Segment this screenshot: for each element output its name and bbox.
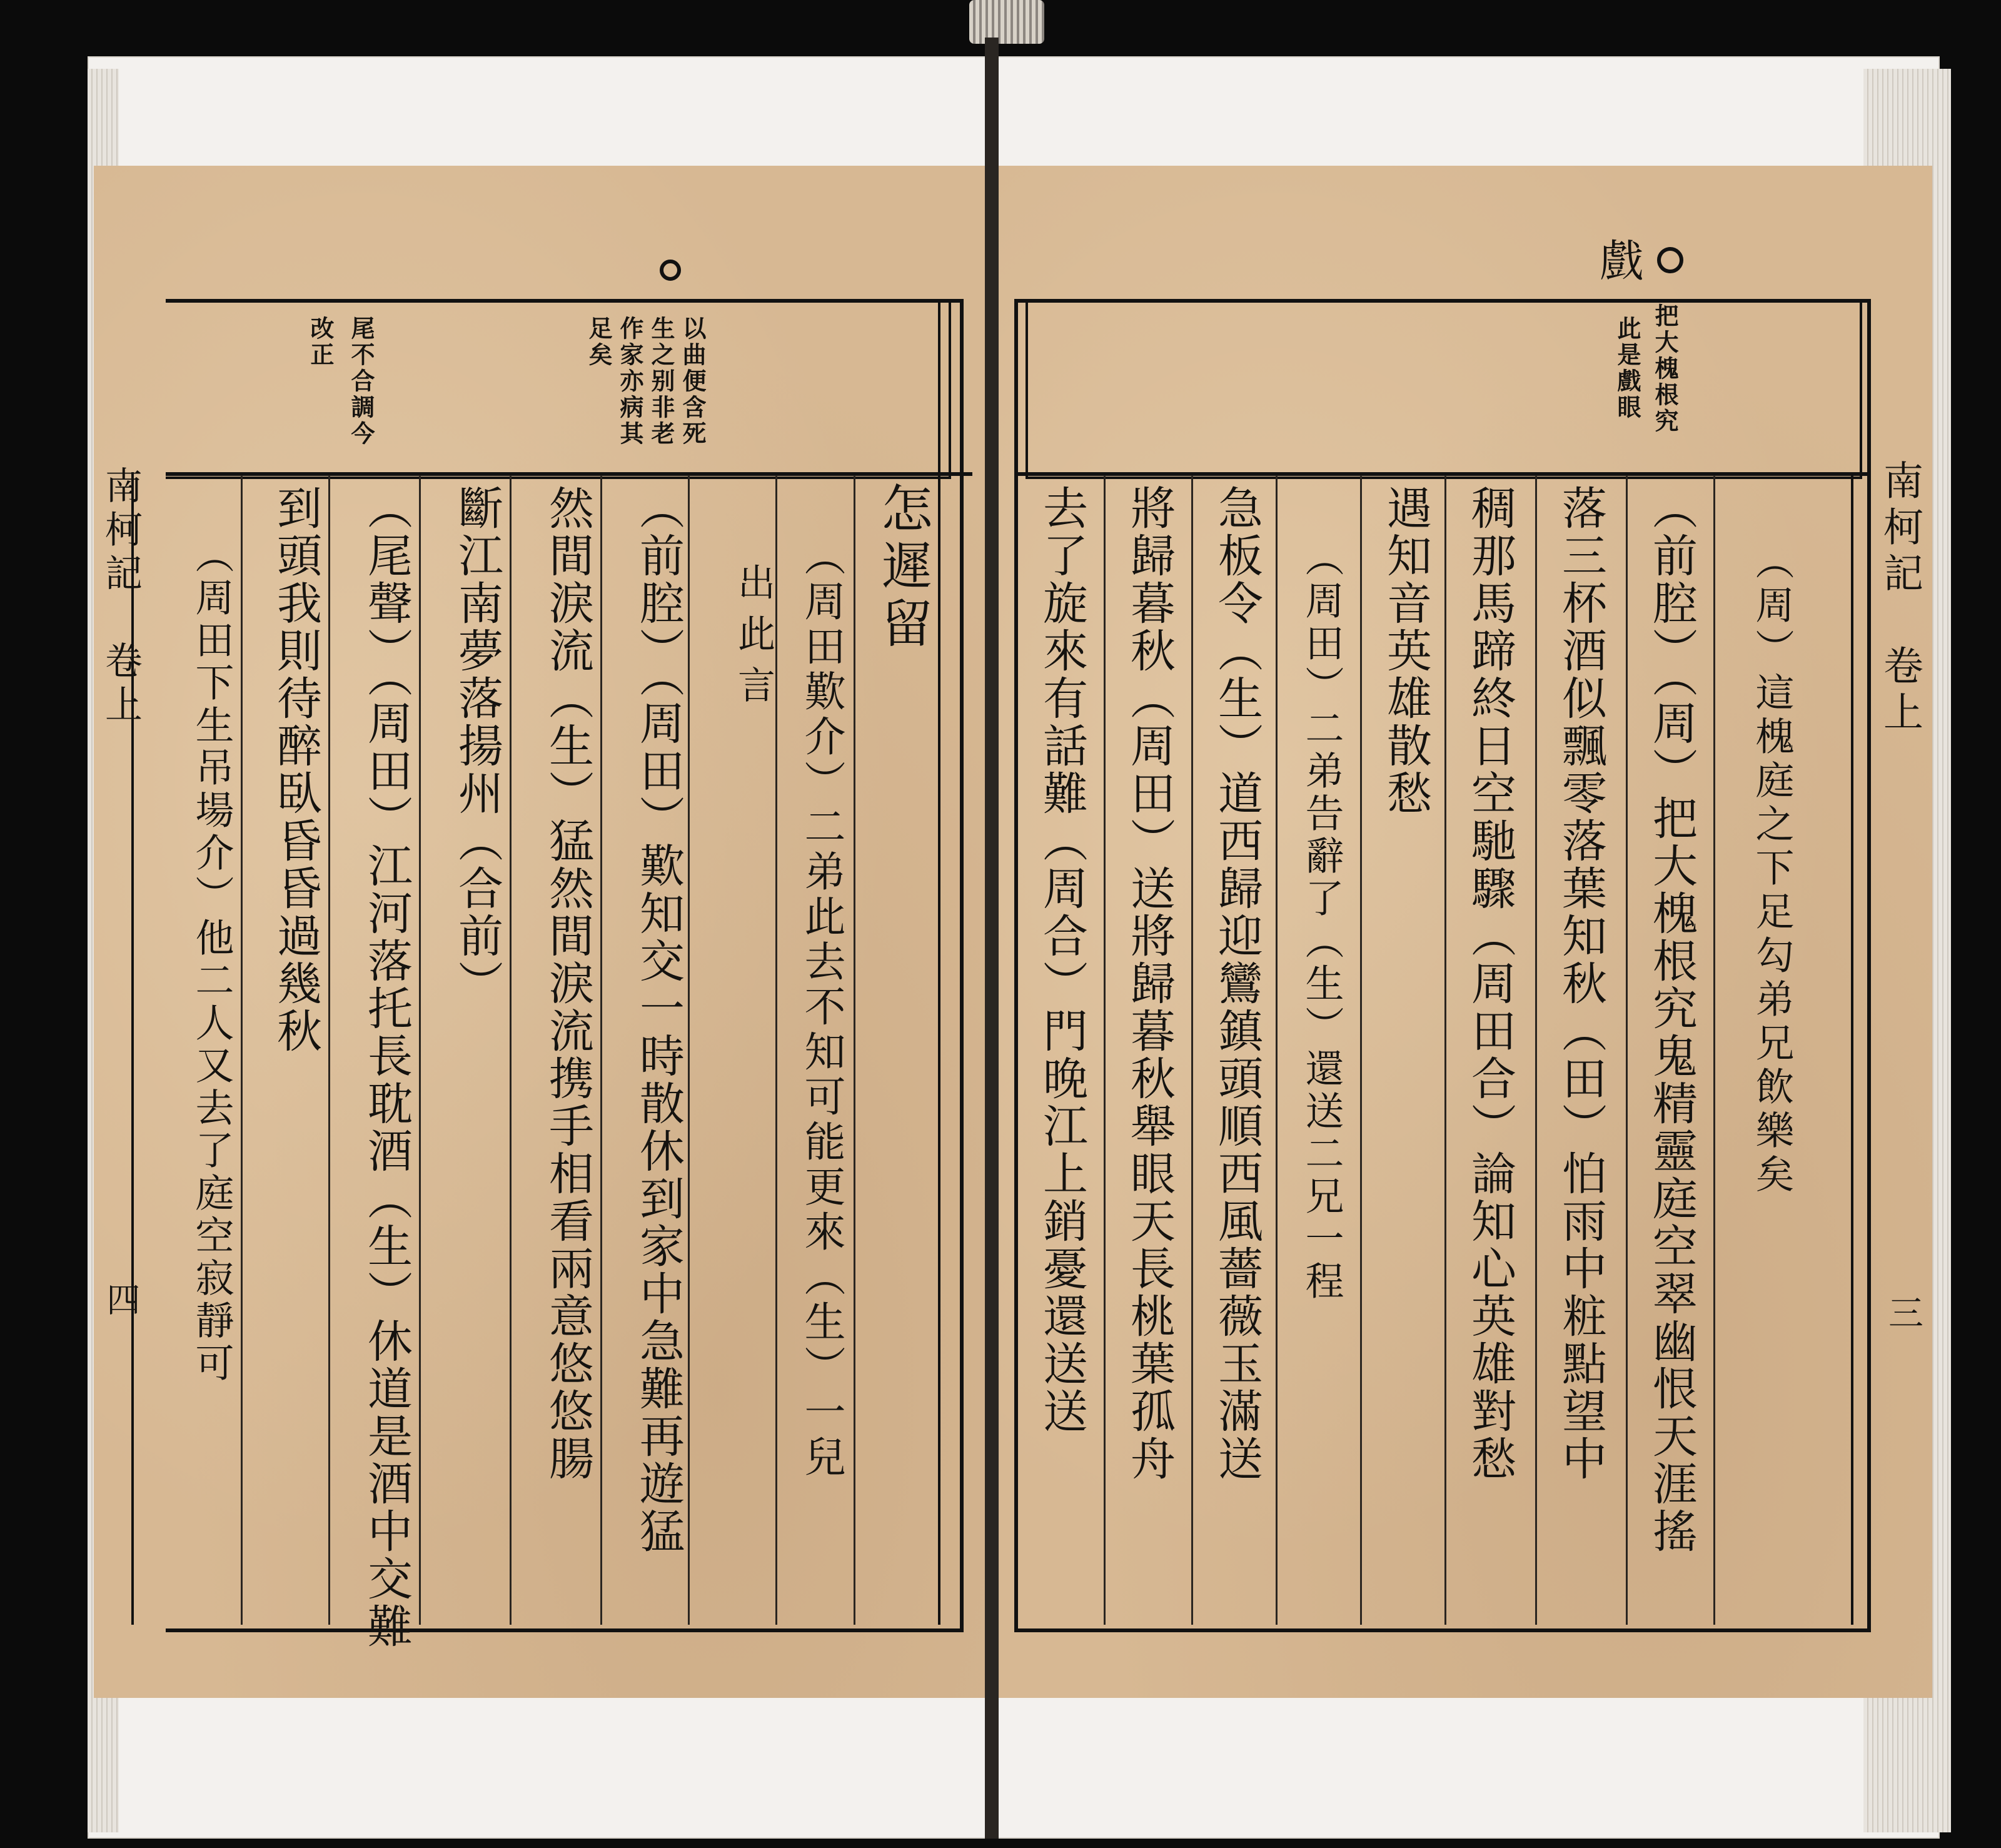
head-note: 尾不合調今 xyxy=(347,316,375,447)
head-note: 把大槐根究 xyxy=(1651,303,1679,435)
column-rule xyxy=(1191,475,1193,1625)
column-rule xyxy=(1104,475,1106,1625)
head-note: 此是戲眼 xyxy=(1613,316,1641,421)
head-marker: 戲 xyxy=(1593,238,1644,288)
text-column: （周田下生吊場介）他二人又去了庭空寂靜可 xyxy=(189,535,234,1385)
head-note: 以曲便含死 xyxy=(678,316,707,447)
column-rule xyxy=(1444,475,1446,1625)
text-column: 落三杯酒似飄零落葉知秋（田）怕雨中粧點望中 xyxy=(1555,485,1607,1483)
column-rule xyxy=(510,475,512,1625)
column-rule xyxy=(1713,475,1715,1625)
column-rule xyxy=(1626,475,1628,1625)
folio-number: 三 xyxy=(1883,1295,1923,1336)
column-rule xyxy=(1276,475,1278,1625)
column-rule xyxy=(241,475,243,1625)
head-note: 改正 xyxy=(306,316,335,368)
text-column: （尾聲）（周田）江河落托長耽酒（生）休道是酒中交難 xyxy=(360,485,413,1650)
text-column: （周）這槐庭之下足勾弟兄飲樂矣 xyxy=(1749,541,1795,1198)
left-inner-border xyxy=(938,299,940,1625)
text-column: 將歸暮秋（周田）送將歸暮秋舉眼天長桃葉孤舟 xyxy=(1123,485,1176,1483)
text-column: 遇知音英雄散愁 xyxy=(1379,485,1432,817)
column-rule xyxy=(854,475,855,1625)
text-column: 急板令（生）道西歸迎鸞鎮頭順西風薔薇玉滿送 xyxy=(1211,485,1263,1483)
head-note: 足矣 xyxy=(585,316,613,368)
binding-thread xyxy=(969,0,1044,44)
head-note: 生之别非老 xyxy=(647,316,675,447)
column-rule xyxy=(600,475,602,1625)
circle-mark-icon xyxy=(660,260,681,281)
circle-mark-icon xyxy=(1657,247,1683,273)
text-column: 斷江南夢落揚州（合前） xyxy=(451,485,503,1007)
column-rule xyxy=(419,475,421,1625)
text-column: （周田）二弟告辭了（生）還送二兄一程 xyxy=(1299,538,1344,1303)
margin-title: 南柯記 卷上 xyxy=(1877,460,1923,737)
text-column: （前腔）（周田）歎知交一時散休到家中急難再遊猛 xyxy=(632,485,685,1555)
text-column: 稠那馬蹄終日空馳驟（周田合）論知心英雄對愁 xyxy=(1464,485,1516,1483)
right-margin-border xyxy=(1851,472,1853,1625)
folio-number: 四 xyxy=(101,1282,141,1322)
column-rule xyxy=(1360,475,1362,1625)
column-rule xyxy=(688,475,690,1625)
text-column: 到頭我則待醉臥昏昏過幾秋 xyxy=(270,485,322,1055)
text-column: 怎遲留 xyxy=(873,482,932,654)
column-rule xyxy=(1535,475,1537,1625)
text-column: 然間淚流（生）猛然間淚流携手相看兩意悠悠腸 xyxy=(542,485,594,1483)
column-rule xyxy=(328,475,330,1625)
gutter xyxy=(985,38,999,1839)
column-rule xyxy=(775,475,777,1625)
text-column: 出此言 xyxy=(732,563,775,717)
text-column: （周田歎介）二弟此去不知可能更來（生）一兒 xyxy=(797,535,845,1480)
margin-title: 南柯記 卷上 xyxy=(99,466,143,729)
text-column: 去了旋來有話難（周合）門晚江上銷憂還送送 xyxy=(1036,485,1088,1435)
text-column: （前腔）（周）把大槐根究鬼精靈庭空翠幽恨天涯搖 xyxy=(1645,485,1698,1555)
head-note: 作家亦病其 xyxy=(616,316,644,447)
